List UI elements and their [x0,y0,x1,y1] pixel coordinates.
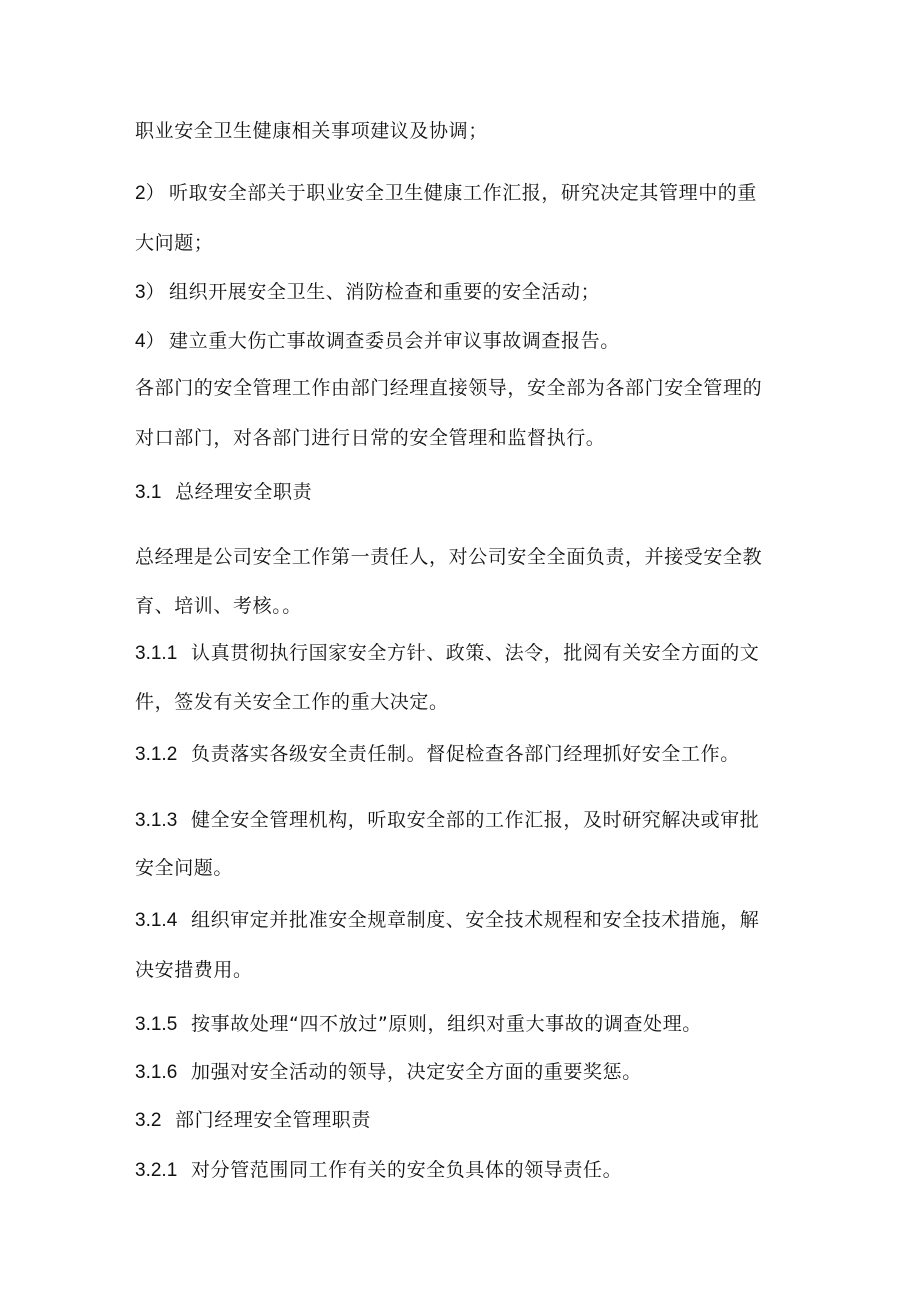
line-text: 职业安全卫生健康相关事项建议及协调； [135,120,488,142]
clause-number: 3.1.3 [135,810,178,831]
line-text: 组织开展安全卫生、消防检查和重要的安全活动； [169,281,601,303]
list-item [135,328,785,355]
section-title: 部门经理安全管理职责 [175,1109,372,1131]
clause-item [135,807,785,834]
clause-item [135,1011,785,1038]
line-text: 件，签发有关安全工作的重大决定。 [135,691,449,713]
paragraph-line [135,375,785,401]
clause-item [135,1157,785,1184]
line-text: 大问题； [135,232,214,254]
line-text: 负责落实各级安全责任制。督促检查各部门经理抓好安全工作。 [191,743,740,765]
clause-number: 3.1.2 [135,744,178,765]
section-title: 总经理安全职责 [175,481,313,503]
paragraph-line [135,593,785,619]
clause-item [135,741,785,768]
paragraph-line [135,855,785,881]
line-text: 决安措费用。 [135,959,253,981]
line-text: 认真贯彻执行国家安全方针、政策、法令，批阅有关安全方面的文 [191,642,760,664]
paragraph-line [135,118,785,144]
paragraph-line [135,544,785,570]
paragraph-line [135,425,785,451]
line-text: 加强对安全活动的领导，决定安全方面的重要奖惩。 [191,1061,642,1083]
list-number: 2） [135,183,165,204]
line-text: 总经理是公司安全工作第一责任人，对公司安全全面负责，并接受安全教 [135,546,763,568]
line-text: 对分管范围同工作有关的安全负具体的领导责任。 [191,1159,623,1181]
clause-item [135,1059,785,1086]
clause-item [135,907,785,934]
list-item [135,279,785,306]
clause-number: 3.1.5 [135,1014,178,1035]
section-heading [135,479,785,506]
line-text: 按事故处理“四不放过”原则，组织对重大事故的调查处理。 [191,1013,702,1035]
list-item [135,180,785,207]
clause-number: 3.1.4 [135,910,178,931]
clause-number: 3.1.1 [135,643,178,664]
line-text: 安全问题。 [135,857,234,879]
paragraph-line [135,957,785,983]
line-text: 听取安全部关于职业安全卫生健康工作汇报，研究决定其管理中的重 [169,182,758,204]
line-text: 健全安全管理机构，听取安全部的工作汇报，及时研究解决或审批 [191,809,760,831]
paragraph-line [135,689,785,715]
section-heading [135,1107,785,1134]
clause-item [135,640,785,667]
paragraph-line [135,230,785,256]
section-number: 3.1 [135,482,162,503]
line-text: 对口部门，对各部门进行日常的安全管理和监督执行。 [135,427,606,449]
list-number: 4） [135,331,165,352]
line-text: 育、培训、考核。。 [135,595,302,617]
line-text: 建立重大伤亡事故调查委员会并审议事故调查报告。 [169,330,620,352]
section-number: 3.2 [135,1110,162,1131]
clause-number: 3.1.6 [135,1062,178,1083]
clause-number: 3.2.1 [135,1160,178,1181]
line-text: 组织审定并批准安全规章制度、安全技术规程和安全技术措施，解 [191,909,760,931]
list-number: 3） [135,282,165,303]
line-text: 各部门的安全管理工作由部门经理直接领导，安全部为各部门安全管理的 [135,377,763,399]
